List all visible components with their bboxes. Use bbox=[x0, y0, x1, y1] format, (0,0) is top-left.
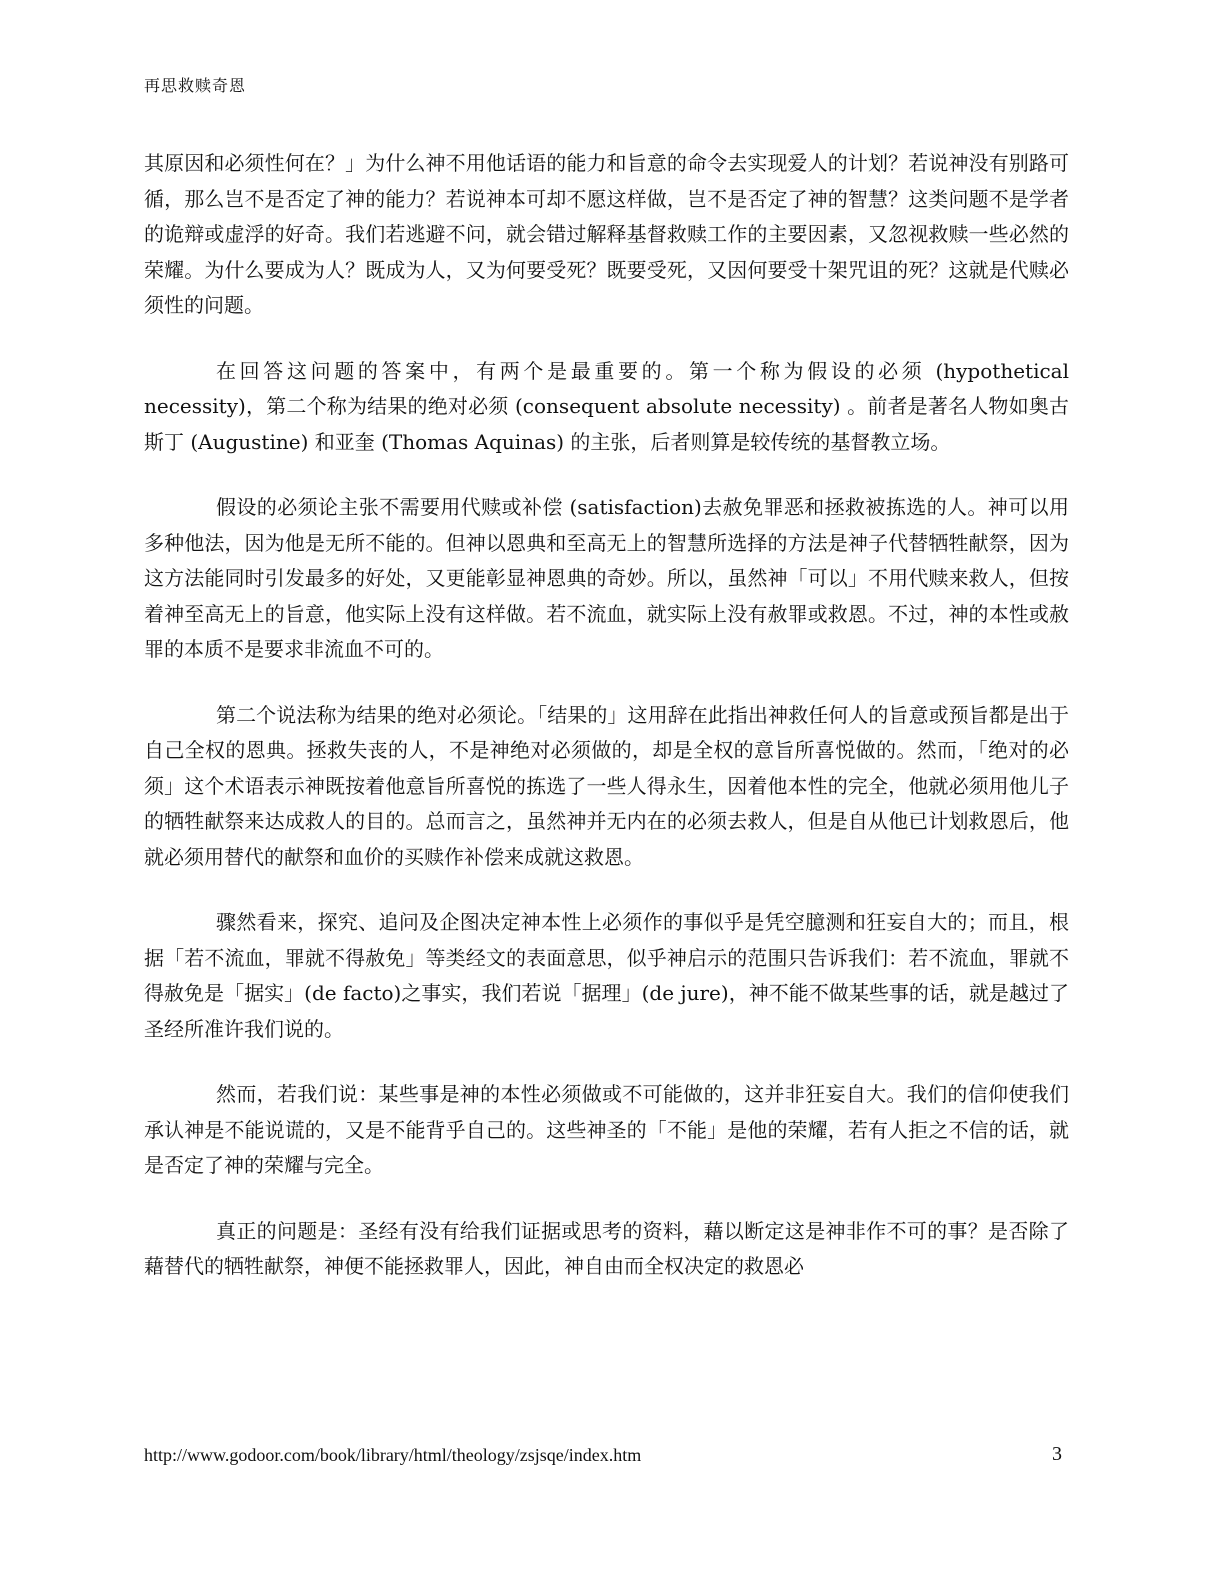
footer-url: http://www.godoor.com/book/library/html/theology/zsjsqe/index.htm bbox=[144, 1445, 642, 1465]
paragraph-1: 其原因和必须性何在？」为什么神不用他话语的能力和旨意的命令去实现爱人的计划？若说神没有别路可循，那么岂不是否定了神的能力？若说神本可却不愿这样做，岂不是否定了神的智慧？这类问题不是学者的诡辩或虚浮的好奇。我们若逃避不问，就会错过解释基督救赎工作的主要因素，又忽视救赎一些必然的荣耀。为什么要成为人？既成为人，又为何要受死？既要受死，又因何要受十架咒诅的死？这就是代赎必须性的问题。 bbox=[144, 151, 1069, 317]
page-number: 3 bbox=[1052, 1443, 1062, 1465]
paragraph-2: 在回答这问题的答案中，有两个是最重要的。第一个称为假设的必须 (hypothetical necessity)，第二个称为结果的绝对必须 (consequent absolute necessity) 。前者是著名人物如奥古斯丁 (Augustine) 和亚奎 (Thomas Aquinas) 的主张，后者则算是较传统的基督教立场。 bbox=[144, 358, 1069, 454]
running-header: 再思救赎奇恩 bbox=[144, 76, 247, 95]
paragraph-5: 骤然看来，探究、追问及企图决定神本性上必须作的事似乎是凭空臆测和狂妄自大的；而且，根据「若不流血，罪就不得赦免」等类经文的表面意思，似乎神启示的范围只告诉我们：若不流血，罪就不得赦免是「据实」(de facto)之事实，我们若说「据理」(de jure)，神不能不做某些事的话，就是越过了圣经所准许我们说的。 bbox=[144, 910, 1069, 1041]
paragraph-3: 假设的必须论主张不需要用代赎或补偿 (satisfaction)去赦免罪恶和拯救被拣选的人。神可以用多种他法，因为他是无所不能的。但神以恩典和至高无上的智慧所选择的方法是神子代替牺牲献祭，因为这方法能同时引发最多的好处，又更能彰显神恩典的奇妙。所以，虽然神「可以」不用代赎来救人，但按着神至高无上的旨意，他实际上没有这样做。若不流血，就实际上没有赦罪或救恩。不过，神的本性或赦罪的本质不是要求非流血不可的。 bbox=[144, 495, 1069, 661]
page-body bbox=[144, 146, 1069, 1315]
paragraph-4: 第二个说法称为结果的绝对必须论。「结果的」这用辞在此指出神救任何人的旨意或预旨都是出于自己全权的恩典。拯救失丧的人，不是神绝对必须做的，却是全权的意旨所喜悦做的。然而，「绝对的必须」这个术语表示神既按着他意旨所喜悦的拣选了一些人得永生，因着他本性的完全，他就必须用他儿子的牺牲献祭来达成救人的目的。总而言之，虽然神并无内在的必须去救人，但是自从他已计划救恩后，他就必须用替代的献祭和血价的买赎作补偿来成就这救恩。 bbox=[144, 702, 1069, 869]
paragraph-7: 真正的问题是：圣经有没有给我们证据或思考的资料，藉以断定这是神非作不可的事？是否除了藉替代的牺牲献祭，神便不能拯救罪人，因此，神自由而全权决定的救恩必 bbox=[144, 1218, 1069, 1278]
paragraph-6: 然而，若我们说：某些事是神的本性必须做或不可能做的，这并非狂妄自大。我们的信仰使我们承认神是不能说谎的，又是不能背乎自己的。这些神圣的「不能」是他的荣耀，若有人拒之不信的话，就是否定了神的荣耀与完全。 bbox=[144, 1082, 1069, 1177]
